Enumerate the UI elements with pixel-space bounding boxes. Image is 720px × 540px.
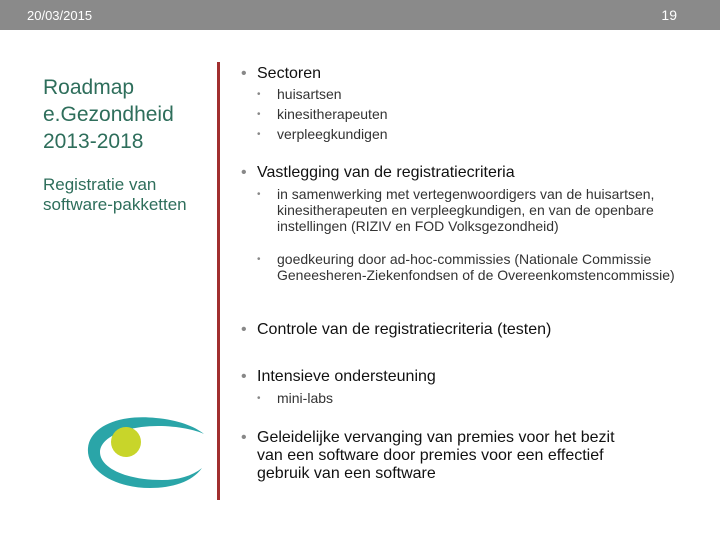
bullet-marker: • [257,129,261,140]
bullet-vervanging [241,429,641,483]
sub-bullet-text: verpleegkundigen [277,126,388,142]
sub-bullet-item [257,106,687,122]
sub-bullet-text: goedkeuring door ad-hoc-commissies (Nationale Commissie Geneesheren-Ziekenfondsen of de Overeenkomstencommissie) [277,251,675,283]
bullet-ondersteuning [241,368,436,386]
bullet-text: Controle van de registratiecriteria (testen) [257,321,552,338]
slide-title: Roadmap e.Gezondheid 2013-2018 [43,76,174,153]
bullet-marker: • [257,109,261,120]
sub-bullet-text: kinesitherapeuten [277,106,388,122]
slide-page-number: 19 [661,7,677,23]
slide-date: 20/03/2015 [27,8,93,23]
logo-swoosh [88,417,204,488]
sub-bullet-item [257,251,687,283]
sub-bullet-text: in samenwerking met vertegenwoordigers van de huisartsen, kinesitherapeuten en verpleegkundigen, en van de openbare instellingen (RIZIV en FOD Volksgezondheid) [277,186,655,234]
sub-bullet-text: huisartsen [277,86,342,102]
bullet-text: Vastlegging van de registratiecriteria [257,164,515,181]
bullet-marker: • [241,164,247,181]
bullet-marker: • [257,393,261,404]
bullet-marker: • [257,189,261,200]
sub-bullet-item [257,126,687,142]
bullet-marker: • [257,89,261,100]
bullet-marker: • [257,254,261,265]
bullet-text: Sectoren [257,65,322,82]
bullet-marker: • [241,368,247,385]
bullet-sectoren [241,65,321,83]
bullet-marker: • [241,321,247,338]
bullet-marker: • [241,65,247,82]
bullet-marker: • [241,429,247,446]
vertical-divider [217,62,220,500]
organization-logo [86,408,206,488]
slide-subtitle: Registratie van software-pakketten [43,175,187,214]
sub-bullet-item [257,390,687,406]
logo-circle [111,427,141,457]
bullet-text: Intensieve ondersteuning [257,368,436,385]
sub-bullet-text: mini-labs [277,390,334,406]
bullet-controle [241,321,551,339]
bullet-vastlegging [241,164,515,182]
top-bar [0,0,720,30]
sub-bullet-item [257,86,687,102]
bullet-text: Geleidelijke vervanging van premies voor het bezit van een software door premies voor een effectief gebruik van een software [257,429,615,482]
sub-bullet-item [257,186,687,234]
